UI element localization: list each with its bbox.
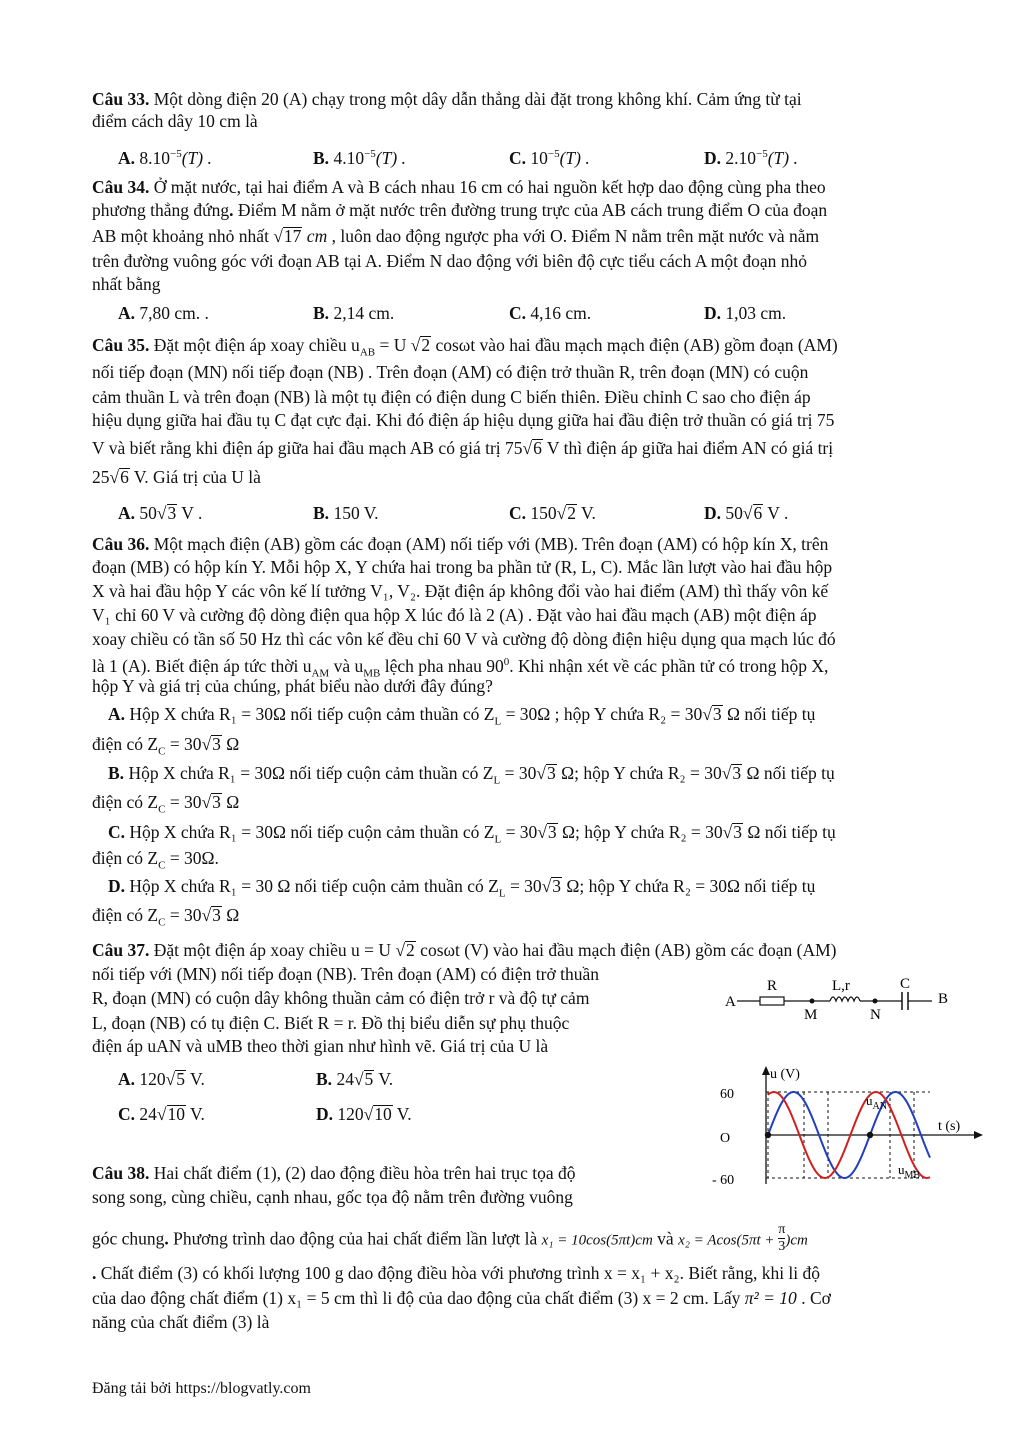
q38-line3: góc chung. Phương trình dao động của hai chất điểm lần lượt là x₁ = 10cos(5πt)cm và x₂ = Acos(5πt + $\frac{\pi}{3}$ )cm — [92, 1222, 808, 1254]
circuit-label-n: N — [870, 1007, 881, 1023]
circuit-label-m: M — [804, 1007, 818, 1023]
q34-number: Câu 34. — [92, 177, 150, 197]
q35-line3: cảm thuần L và trên đoạn (NB) là một tụ điện có điện dung C biến thiên. Điều chỉnh C sao cho điện áp — [92, 387, 811, 407]
q38-line6: năng của chất điểm (3) là — [92, 1312, 270, 1332]
q34-line5: nhất bằng — [92, 274, 161, 294]
q35-option-b: B. 150 V. — [313, 503, 379, 523]
q35-line1: Câu 35. Đặt một điện áp xoay chiều $u_{AB} = U$ √ 2 cosωt vào hai đầu mạch mạch điện (AB) gồm đoạn (AM) — [92, 334, 838, 364]
circuit-label-lr: L,r — [832, 978, 850, 994]
q37-line3: R, đoạn (MN) có cuộn dây không thuần cảm có điện trở r và độ tự cảm — [92, 988, 590, 1008]
q34-line1: Câu 34. Ở mặt nước, tại hai điểm A và B cách nhau 16 cm có hai nguồn kết hợp dao động cùng pha theo — [92, 177, 826, 197]
resistor-symbol — [760, 997, 784, 1005]
q36-line2: đoạn (MB) có hộp kín Y. Mỗi hộp X, Y chứa hai trong ba phần tử (R, L, C). Mắc lần lượt vào hai đầu hộp — [92, 557, 833, 577]
q33-number: Câu 33. — [92, 89, 150, 109]
q34-option-c: C. 4,16 cm. — [509, 303, 592, 323]
q35-option-a: A. 50√ 3 V . — [118, 502, 202, 524]
q35-line4: hiệu dụng giữa hai đầu tụ C đạt cực đại. Khi đó điện áp hiệu dụng giữa hai đầu điện trở thuần có giá trị 75 — [92, 410, 835, 430]
q36-option-a: A. Hộp X chứa R₁ = 30Ω nối tiếp cuộn cảm thuần có $Z_L = 30\Omega$ ; hộp Y chứa R₂ = 30√ 3 Ω nối tiếp tụ — [108, 703, 815, 733]
circuit-diagram — [720, 975, 960, 1025]
q38-line2: song song, cùng chiều, cạnh nhau, gốc tọa độ nằm trên đường vuông — [92, 1187, 573, 1207]
y-tick-60: 60 — [720, 1087, 734, 1102]
node-n — [873, 999, 878, 1004]
q36-line1: Câu 36. Một mạch điện (AB) gồm các đoạn (AM) nối tiếp với (MB). Trên đoạn (AM) có hộp kín X, trên — [92, 534, 829, 554]
q37-line4: L, đoạn (NB) có tụ điện C. Biết R = r. Đồ thị biểu diễn sự phụ thuộc — [92, 1013, 570, 1033]
node-m — [810, 999, 815, 1004]
y-tick-neg60: - 60 — [712, 1173, 735, 1188]
u-mb-label: $u_{MB}$ — [898, 1162, 921, 1181]
q35-number: Câu 35. — [92, 335, 150, 355]
x-axis-label: t (s) — [938, 1119, 961, 1134]
q36-option-b-line2: điện có $Z_C = 30√$ 3 Ω — [92, 791, 239, 821]
q38-number: Câu 38. — [92, 1163, 150, 1183]
q34-line4: trên đường vuông góc với đoạn AB tại A. Điểm N dao động với biên độ cực tiểu cách A một đoạn nhỏ — [92, 251, 808, 271]
q37-line2: nối tiếp với (MN) nối tiếp đoạn (NB). Trên đoạn (AM) có điện trở thuần — [92, 964, 599, 984]
q36-option-c-line2: điện có $Z_C = 30\Omega$. — [92, 848, 219, 872]
q33-line1: Câu 33. Một dòng điện 20 (A) chạy trong một dây dẫn thẳng dài đặt trong không khí. Cảm ứng từ tại — [92, 89, 802, 109]
q33-option-b: B. $4.10^{-5}(T)$ . — [313, 147, 406, 168]
q35-line5: V và biết rằng khi điện áp giữa hai đầu mạch AB có giá trị 75√ 6 V thì điện áp giữa hai điểm AN có giá trị — [92, 437, 833, 459]
q38-line1: Câu 38. Hai chất điểm (1), (2) dao động điều hòa trên hai trục tọa độ — [92, 1163, 576, 1183]
q36-line5: xoay chiều có tần số 50 Hz thì các vôn kế đều chỉ 60 V và cường độ dòng điện hiệu dụng qua mạch lúc đó — [92, 629, 836, 649]
q37-line1: Câu 37. Đặt một điện áp xoay chiều u = U √ 2 cosωt (V) vào hai đầu mạch điện (AB) gồm các đoạn (AM) — [92, 939, 837, 961]
q37-line5: điện áp uAN và uMB theo thời gian như hình vẽ. Giá trị của U là — [92, 1036, 549, 1056]
q36-option-a-line2: điện có $Z_C = 30√$ 3 Ω — [92, 733, 239, 763]
q35-option-c: C. 150√ 2 V. — [509, 502, 596, 524]
q37-number: Câu 37. — [92, 940, 150, 960]
q36-number: Câu 36. — [92, 534, 150, 554]
q36-option-d: D. Hộp X chứa R₁ = 30 Ω nối tiếp cuộn cảm thuần có $Z_L = 30√$ 3 Ω; hộp Y chứa R₂ = 30Ω nối tiếp tụ — [108, 875, 815, 905]
y-axis-label: u (V) — [770, 1067, 800, 1082]
q35-line2: nối tiếp đoạn (MN) nối tiếp đoạn (NB) . Trên đoạn (AM) có điện trở thuần R, trên đoạn (MN) có cuộn — [92, 362, 809, 382]
circuit-label-c: C — [900, 976, 911, 992]
q36-line7: hộp Y và giá trị của chúng, phát biểu nào dưới đây đúng? — [92, 676, 493, 696]
circuit-label-a: A — [725, 994, 736, 1010]
q37-option-d: D. 120√ 10 V. — [316, 1103, 412, 1125]
q35-option-d: D. 50√ 6 V . — [704, 502, 788, 524]
origin-label: O — [720, 1131, 731, 1146]
q37-option-c: C. 24√ 10 V. — [118, 1103, 205, 1125]
footer-credit: Đăng tải bởi https://blogvatly.com — [92, 1380, 311, 1397]
q34-line3: AB một khoảng nhỏ nhất √ 17 cm , luôn dao động ngược pha với O. Điểm N nằm trên mặt nước và nằm — [92, 225, 819, 247]
q36-option-b: B. Hộp X chứa R₁ = 30Ω nối tiếp cuộn cảm thuần có $Z_L = 30√$ 3 Ω; hộp Y chứa R₂ = 30√ 3 Ω nối tiếp tụ — [108, 762, 835, 792]
voltage-time-graph — [708, 1064, 988, 1192]
q34-option-d: D. 1,03 cm. — [704, 303, 787, 323]
q33-line2: điểm cách dây 10 cm là — [92, 111, 258, 131]
u-an-label: $u_{AN}$ — [866, 1093, 887, 1112]
q36-option-d-line2: điện có $Z_C = 30√$ 3 Ω — [92, 904, 239, 934]
q34-option-b: B. 2,14 cm. — [313, 303, 395, 323]
q36-option-c: C. Hộp X chứa R₁ = 30Ω nối tiếp cuộn cảm thuần có $Z_L = 30√$ 3 Ω; hộp Y chứa R₂ = 30√ 3 Ω nối tiếp tụ — [108, 821, 836, 851]
q38-line5: của dao động chất điểm (1) x₁ = 5 cm thì li độ của dao động của chất điểm (3) x = 2 cm. Lấy π² = 10 . Cơ — [92, 1288, 831, 1308]
q36-line4: V₁ chỉ 60 V và cường độ dòng điện qua hộp X lúc đó là 2 (A) . Đặt vào hai đầu mạch (AB) một điện áp — [92, 605, 817, 625]
inductor-symbol — [830, 997, 860, 1001]
q36-line3: X và hai đầu hộp Y các vôn kế lí tưởng V₁, V₂. Đặt điện áp không đổi vào hai điểm (AM) thì thấy vôn kế — [92, 581, 829, 601]
q37-option-a: A. 120√ 5 V. — [118, 1068, 205, 1090]
q33-option-c: C. $10^{-5}(T)$ . — [509, 147, 590, 168]
q36-line6: là 1 (A). Biết điện áp tức thời $u_{AM}$ và $u_{MB}$ lệch pha nhau $90^0$. Khi nhận xét về các phần tử có trong hộp X, — [92, 655, 829, 680]
q33-option-d: D. $2.10^{-5}(T)$ . — [704, 147, 798, 168]
q37-option-b: B. 24√ 5 V. — [316, 1068, 393, 1090]
q34-option-a: A. 7,80 cm. . — [118, 303, 209, 323]
q34-line2: phương thẳng đứng. Điểm M nằm ở mặt nước trên đường trung trực của AB cách trung điểm O của đoạn — [92, 200, 828, 220]
circuit-label-b: B — [938, 991, 949, 1007]
q35-line6: 25√ 6 V. Giá trị của U là — [92, 466, 261, 488]
q33-option-a: A. $8.10^{-5}(T)$ . — [118, 147, 212, 168]
circuit-label-r: R — [767, 978, 778, 994]
q38-line4: . Chất điểm (3) có khối lượng 100 g dao động điều hòa với phương trình x = x₁ + x₂. Biết rằng, khi li độ — [92, 1263, 821, 1283]
